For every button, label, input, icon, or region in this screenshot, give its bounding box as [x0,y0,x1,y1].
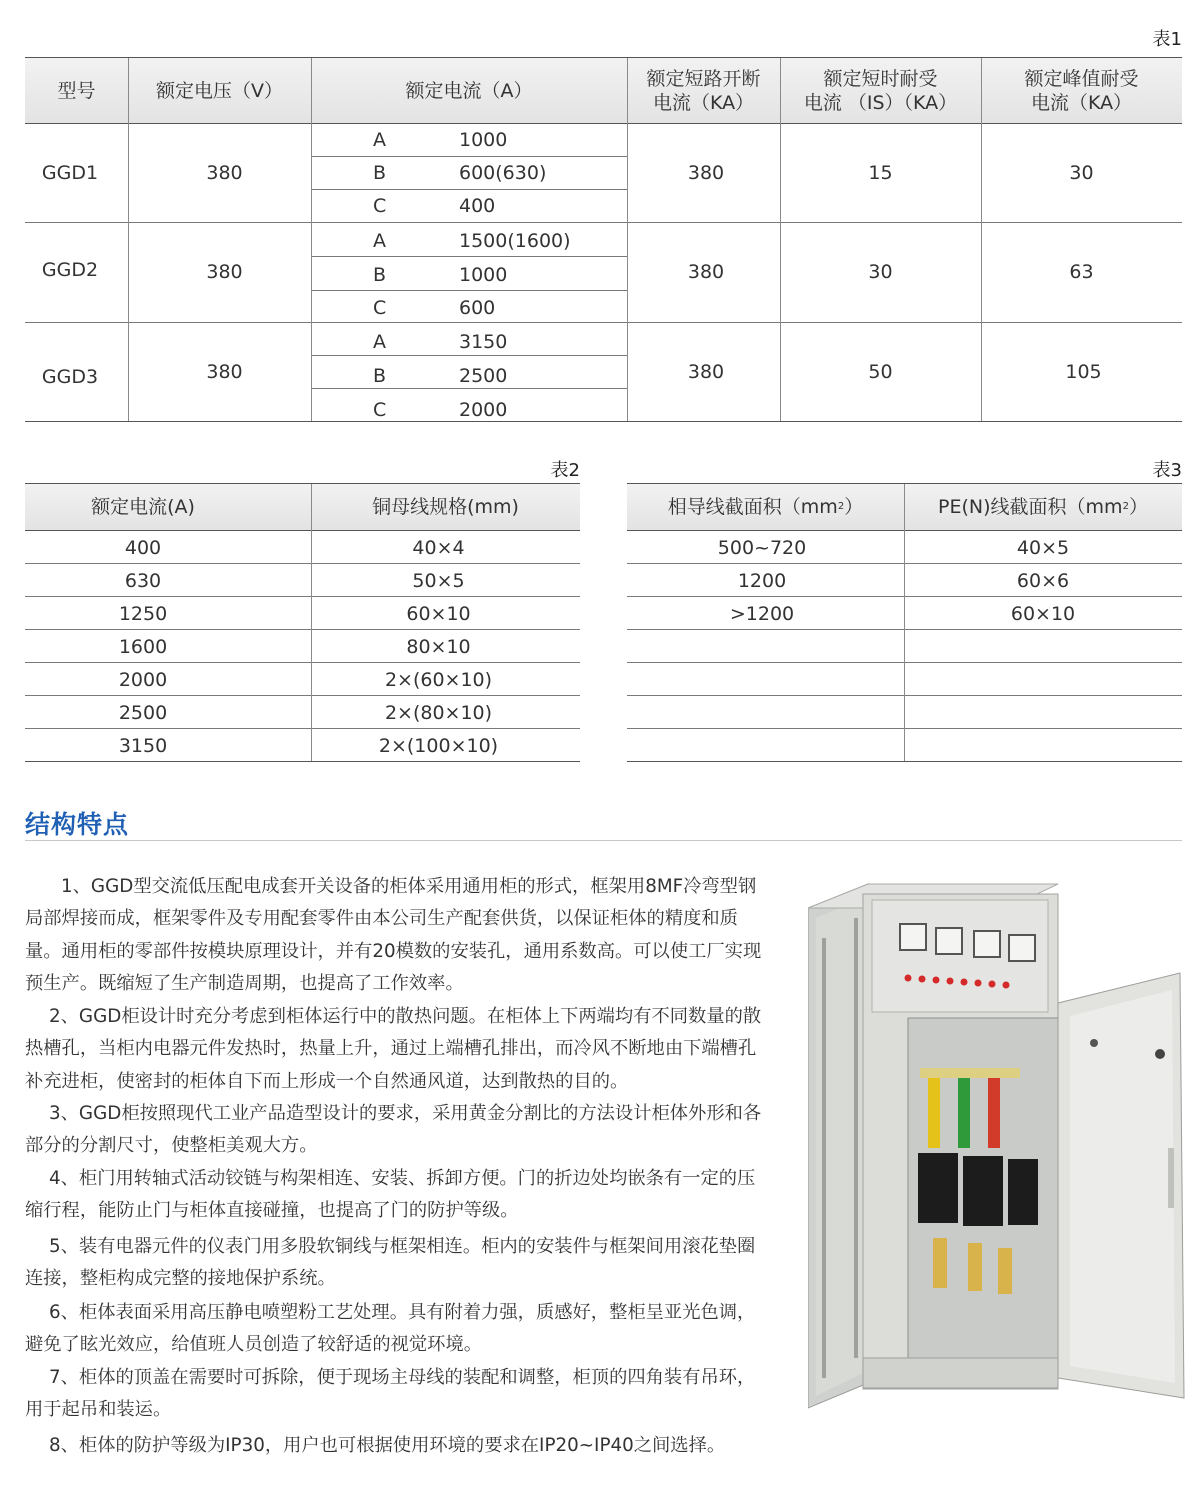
table3-header-pe-text: PE(N)线截面积（mm [938,496,1123,518]
table1-current: 600(630) [459,161,547,184]
table1-header-breaking-l1: 额定短路开断 [646,67,761,90]
table1-current: 400 [459,194,496,217]
table1-current: 2500 [459,364,508,387]
table1-peak: 30 [1069,161,1094,184]
table3-header-phase: 相导线截面积（mm 2 ） [667,496,864,518]
table3-phase-cell [627,729,897,762]
feature-paragraph: 3、GGD柜按照现代工业产品造型设计的要求，采用黄金分割比的方法设计柜体外形和各部分的分割尺寸，使整柜美观大方。 [25,1103,762,1157]
table1-short-time: 30 [868,261,893,283]
table1-peak: 105 [1065,360,1102,383]
table3-pe-cell [904,729,1182,762]
feature-paragraph: 7、柜体的顶盖在需要时可拆除，便于现场主母线的装配和调整，柜顶的四角装有吊环，用于起吊和装运。 [25,1367,756,1421]
table1-current: 3150 [459,330,508,353]
table2-header-busbar: 铜母线规格(mm) [372,496,519,518]
table3-pe-cell: 60×10 [1010,602,1076,625]
table1-grade: C [373,398,387,421]
table2-current-cell: 1600 [118,635,168,658]
table2-label: 表2 [550,460,580,481]
table1-current: 1500(1600) [459,229,571,252]
table2-busbar-cell: 80×10 [406,635,471,658]
table1-short-time: 50 [868,360,893,383]
table2-busbar-cell: 2×(100×10) [378,734,499,757]
feature-paragraph: 4、柜门用转轴式活动铰链与构架相连、安装、拆卸方便。门的折边处均嵌条有一定的压缩行程，能防止门与柜体直接碰撞，也提高了门的防护等级。 [25,1168,756,1222]
table3-pe-cell: 40×5 [1016,536,1070,559]
table2-current-cell: 3150 [118,734,168,757]
table2-header-current: 额定电流(A) [91,496,195,518]
table2-current-cell: 2000 [118,668,168,691]
table3-pe-cell [904,630,1182,663]
table2-current-cell: 2500 [118,701,168,724]
table1-header-short-l1: 额定短时耐受 [823,67,938,90]
table1-grade: A [373,229,386,252]
table2-busbar-cell: 2×(80×10) [384,701,493,724]
table2-busbar-cell: 60×10 [406,602,471,625]
table1-header-peak-l2: 电流（KA） [1030,91,1133,114]
table1-current: 1000 [459,263,508,286]
table1-header-peak [981,58,1182,123]
feature-paragraph: 2、GGD柜设计时充分考虑到柜体运行中的散热问题。在柜体上下两端均有不同数量的散热槽孔，当柜内电器元件发热时，热量上升，通过上端槽孔排出，而冷风不断地由下端槽孔补充进柜，使密封的柜体自下而上形成一个自然通风道，达到散热的目的。 [25,1006,762,1092]
table1-header-breaking-l2: 电流（KA） [652,91,755,114]
table1-header-current: 额定电流（A） [405,79,533,102]
table1-voltage: 380 [206,360,243,383]
table1-model: GGD1 [41,161,99,184]
feature-paragraph: 8、柜体的防护等级为IP30，用户也可根据使用环境的要求在IP20~IP40之间选择。 [49,1435,726,1456]
section-divider [25,840,1182,841]
table1-short-time: 15 [868,161,893,184]
table2-current-cell: 1250 [118,602,168,625]
table1-grade: A [373,128,386,151]
table2-current-cell: 630 [124,569,162,592]
table1-grade: C [373,194,387,217]
table1-breaking: 380 [687,261,725,283]
table1-header-short-time [780,58,981,123]
table1-grade: C [373,296,387,319]
table1-current: 2000 [459,398,508,421]
section-title: 结构特点 [25,810,130,839]
table1-grade: B [373,263,387,286]
table1-current: 1000 [459,128,508,151]
feature-paragraph: 6、柜体表面采用高压静电喷塑粉工艺处理。具有附着力强，质感好，整柜呈亚光色调，避免了眩光效应，给值班人员创造了较舒适的视觉环境。 [25,1302,756,1356]
table3-header-pe: PE(N)线截面积（mm 2 ） [938,496,1148,518]
table3-header-phase-text: 相导线截面积（mm [667,496,838,518]
table2-busbar-cell: 50×5 [412,569,465,592]
table1-model: GGD2 [41,259,99,281]
table3-phase-cell: >1200 [729,602,795,625]
table3-header-pe-end: ） [1128,496,1148,518]
table1-label: 表1 [1152,29,1182,50]
table3-pe-cell: 60×6 [1016,569,1070,592]
feature-paragraph: 5、装有电器元件的仪表门用多股软铜线与框架相连。柜内的安装件与框架间用滚花垫圈连接，整柜构成完整的接地保护系统。 [25,1236,756,1290]
table3-header-phase-end: ） [844,496,864,518]
table2-busbar-cell: 40×4 [412,536,465,559]
table1-header-model: 型号 [57,79,96,102]
table1-grade: A [373,330,386,353]
table1-peak: 63 [1069,261,1094,283]
table1-breaking: 380 [687,360,725,383]
table1-grade: B [373,364,387,387]
table3-pe-cell [904,663,1182,696]
table1-header-breaking [627,58,780,123]
table1-voltage: 380 [206,161,243,184]
table2-current-cell: 400 [124,536,162,559]
table3-phase-cell [627,630,897,663]
table1-header-voltage: 额定电压（V） [156,79,283,102]
table3-phase-cell [627,696,897,729]
table3-phase-cell: 1200 [737,569,787,592]
table2-busbar-cell: 2×(60×10) [384,668,493,691]
table3-label: 表3 [1152,460,1182,481]
table1-model: GGD3 [41,365,99,388]
table3-pe-cell [904,696,1182,729]
table1-current: 600 [459,296,496,319]
table1-breaking: 380 [687,161,725,184]
table1-header-short-l2: 电流 （IS）（KA） [803,91,958,114]
table1-header-peak-l1: 额定峰值耐受 [1024,67,1139,90]
table3-phase-cell: 500~720 [717,536,807,559]
table1-grade: B [373,161,387,184]
table3-phase-cell [627,663,897,696]
table1-voltage: 380 [206,261,243,283]
feature-paragraph: 1、GGD型交流低压配电成套开关设备的柜体采用通用柜的形式，框架用8MF冷弯型钢局部焊接而成，框架零件及专用配套零件由本公司生产配套供货，以保证柜体的精度和质量。通用柜的零部件按模块原理设计，并有20模数的安装孔，通用系数高。可以使工厂实现预生产。既缩短了生产制造周期，也提高了工作效率。 [25,876,762,995]
cabinet-image [808,878,1188,1416]
